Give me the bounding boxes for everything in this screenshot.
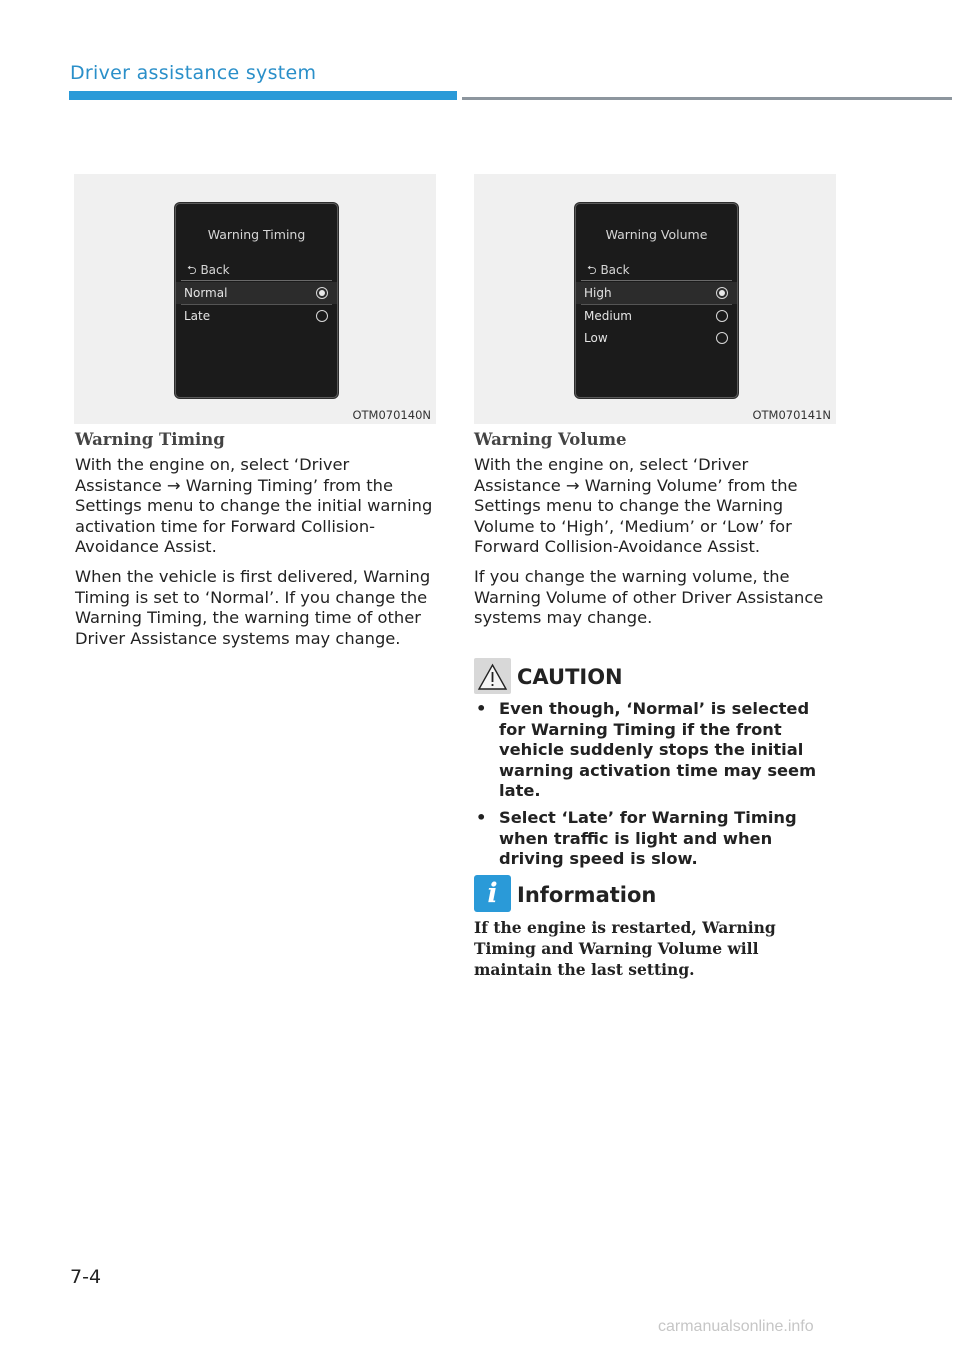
information-text: If the engine is restarted, Warning Timing and Warning Volume will maintain the last setting. bbox=[474, 918, 776, 979]
list-item bbox=[474, 808, 839, 870]
section-heading: Warning Timing bbox=[75, 430, 225, 449]
option-label: Low bbox=[584, 331, 608, 345]
bullet-icon: • bbox=[476, 699, 487, 718]
back-arrow-icon: ⮌ bbox=[187, 263, 197, 277]
option-label: Medium bbox=[584, 309, 632, 323]
radio-selected-icon bbox=[316, 287, 328, 299]
watermark: carmanualsonline.info bbox=[658, 1318, 814, 1335]
bullet-icon: • bbox=[476, 807, 487, 827]
figure-warning-volume bbox=[474, 174, 836, 424]
divider bbox=[181, 280, 332, 281]
figure-warning-timing bbox=[74, 174, 436, 424]
list-item bbox=[474, 699, 839, 802]
figure-code: OTM070141N bbox=[752, 408, 831, 422]
option-label: Late bbox=[184, 309, 211, 323]
paragraph: With the engine on, select ‘Driver Assistance → Warning Volume’ from the Settings menu to change the Warning Volume to ‘High’, ‘Medium’ or ‘Low’ for Forward Collision-Avoidance Assist. bbox=[474, 455, 798, 557]
section-heading: Warning Volume bbox=[474, 430, 627, 449]
radio-unselected-icon bbox=[716, 332, 728, 344]
radio-selected-icon bbox=[716, 287, 728, 299]
back-arrow-icon: ⮌ bbox=[587, 263, 597, 277]
screen-title: Warning Timing bbox=[207, 227, 306, 242]
screen-title: Warning Volume bbox=[605, 227, 708, 242]
back-button[interactable] bbox=[587, 261, 630, 282]
figure-code: OTM070140N bbox=[352, 408, 431, 422]
header-bar-rule bbox=[462, 97, 952, 100]
info-icon: i bbox=[474, 875, 511, 912]
option-high[interactable] bbox=[576, 282, 737, 304]
option-normal[interactable] bbox=[176, 282, 337, 304]
caution-label: CAUTION bbox=[517, 665, 623, 689]
back-label: Back bbox=[200, 263, 230, 277]
cluster-screen bbox=[575, 203, 738, 398]
cluster-screen bbox=[175, 203, 338, 398]
section-warning-volume bbox=[474, 430, 836, 638]
caution-list bbox=[474, 699, 839, 876]
radio-unselected-icon bbox=[316, 310, 328, 322]
list-item-text: Even though, ‘Normal’ is selected for Warning Timing if the front vehicle suddenly stops the initial warning activation time may seem late. bbox=[499, 699, 817, 801]
radio-unselected-icon bbox=[716, 310, 728, 322]
divider bbox=[581, 280, 732, 281]
information-label: Information bbox=[517, 883, 657, 907]
option-label: High bbox=[584, 286, 612, 300]
back-label: Back bbox=[600, 263, 630, 277]
option-medium[interactable] bbox=[576, 305, 737, 327]
paragraph: With the engine on, select ‘Driver Assistance → Warning Timing’ from the Settings menu to change the initial warning activation time for Forward Collision-Avoidance Assist. bbox=[75, 455, 433, 557]
warning-triangle-icon bbox=[474, 658, 511, 694]
section-warning-timing bbox=[75, 430, 437, 658]
paragraph: When the vehicle is first delivered, Warning Timing is set to ‘Normal’. If you change the Warning Timing, the warning time of other Driver Assistance systems may change. bbox=[75, 566, 431, 648]
option-late[interactable] bbox=[176, 305, 337, 327]
list-item-text: Select ‘Late’ for Warning Timing when traffic is light and when driving speed is slow. bbox=[499, 807, 797, 869]
page-number: 7-4 bbox=[70, 1266, 102, 1288]
option-label: Normal bbox=[184, 286, 228, 300]
back-button[interactable] bbox=[187, 261, 230, 282]
paragraph: If you change the warning volume, the Warning Volume of other Driver Assistance systems may change. bbox=[474, 566, 824, 628]
option-low[interactable] bbox=[576, 327, 737, 349]
section-title: Driver assistance system bbox=[70, 62, 317, 84]
header-bar-accent bbox=[69, 91, 457, 100]
